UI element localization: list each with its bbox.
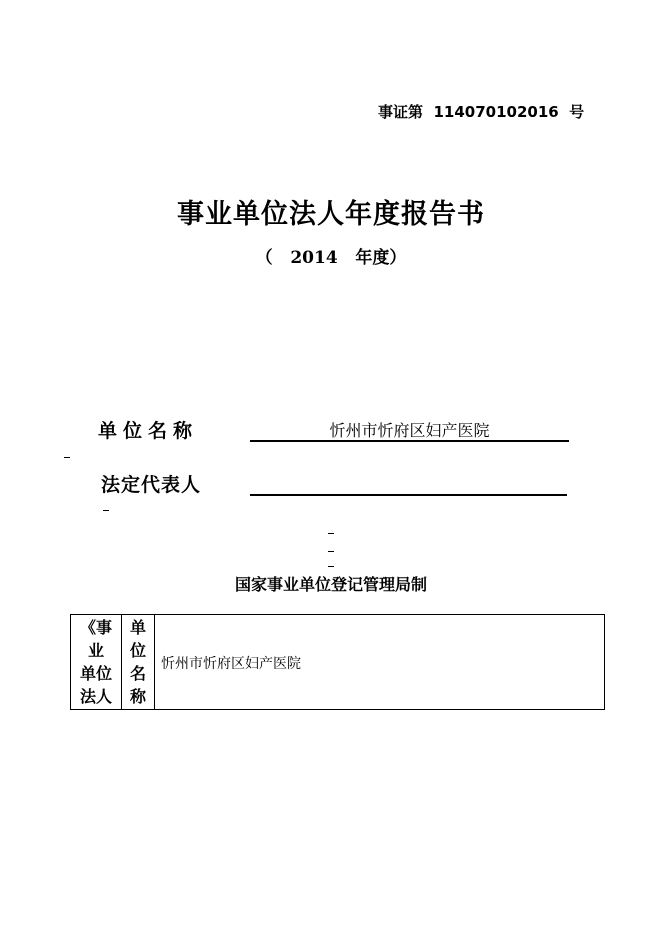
legal-rep-underline	[250, 494, 567, 496]
report-title: 事业单位法人年度报告书	[177, 199, 485, 230]
table-header-cell	[71, 615, 122, 709]
field-value-cell: 忻州市忻府区妇产医院	[161, 656, 301, 672]
label-char: 名	[129, 664, 146, 683]
issuer-text: 国家事业单位登记管理局制	[234, 575, 427, 594]
dash-mark	[64, 457, 70, 458]
header-line: 业	[87, 641, 104, 660]
certificate-number: 事证第 114070102016 号	[378, 103, 585, 121]
label-char: 位	[129, 641, 146, 660]
report-year: （ 2014 年度）	[255, 248, 407, 268]
dash-mark	[328, 533, 334, 534]
unit-name-label: 单位名称	[98, 420, 199, 442]
header-line: 单位	[79, 664, 112, 683]
label-char: 单	[129, 618, 146, 637]
dash-mark	[328, 551, 334, 552]
dash-mark	[103, 510, 109, 511]
header-line: 法人	[79, 687, 112, 706]
header-line: 《事	[79, 618, 112, 637]
dash-mark	[328, 566, 334, 567]
legal-rep-label: 法定代表人	[101, 474, 202, 496]
unit-name-value: 忻州市忻府区妇产医院	[329, 421, 490, 440]
unit-name-underline	[250, 440, 569, 442]
label-char: 称	[129, 687, 146, 706]
field-label-cell	[122, 615, 155, 709]
info-table	[70, 614, 605, 710]
